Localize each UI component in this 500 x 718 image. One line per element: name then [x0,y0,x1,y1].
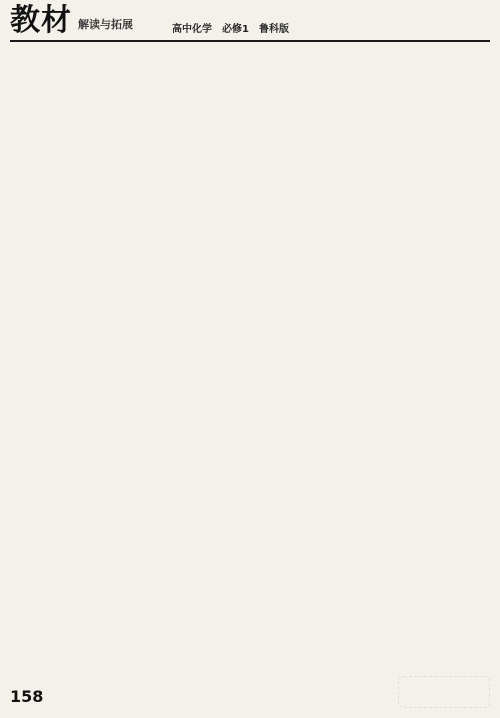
watermark [398,676,490,708]
right-column [257,48,490,676]
left-column [10,48,243,676]
two-column-content [10,48,490,676]
header-meta [172,20,289,35]
brand-title: 教材 [10,3,72,38]
header-meta-volume: 必修1 [222,24,249,35]
header-divider [10,40,490,42]
brand [10,3,133,38]
header-meta-subject: 高中化学 [172,24,212,35]
header-meta-edition: 鲁科版 [258,24,289,35]
page-number: 158 [10,687,44,706]
brand-subtitle: 解读与拓展 [78,18,133,31]
